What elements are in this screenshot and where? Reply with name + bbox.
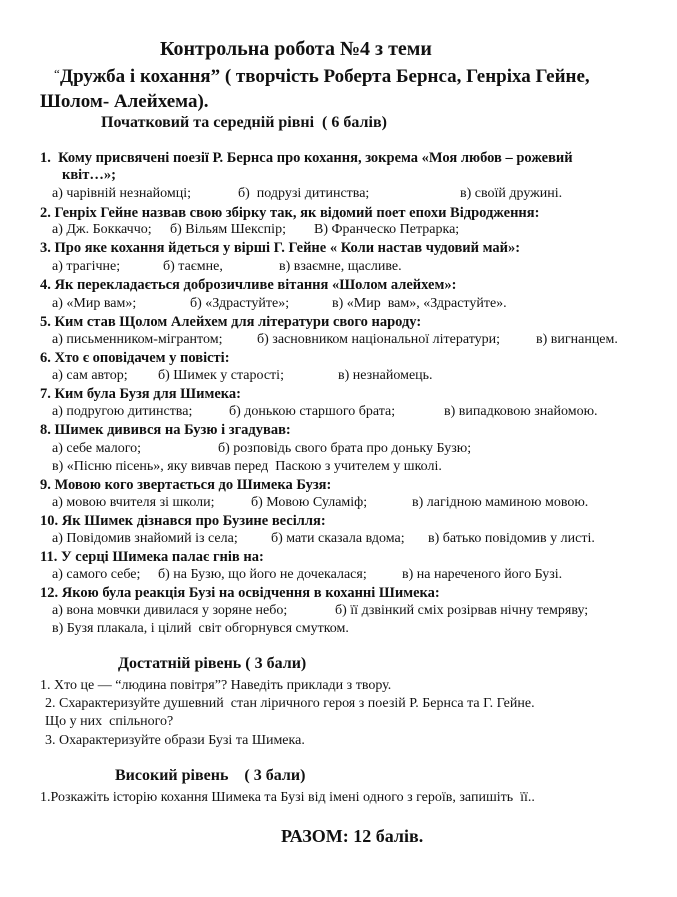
answer-7c: в) випадковою знайомою. <box>444 404 598 419</box>
answer-3c: в) взаємне, щасливе. <box>279 259 402 274</box>
answer-7b: б) донькою старшого брата; <box>229 404 396 419</box>
level3-heading: Високий рівень ( 3 бали) <box>115 767 306 784</box>
question-1: 1. Кому присвячені поезії Р. Бернса про кохання, зокрема «Моя любов – рожевий <box>40 150 573 166</box>
answer-6c: в) незнайомець. <box>338 368 433 383</box>
question-7: 7. Ким була Бузя для Шимека: <box>40 386 241 402</box>
answer-5a: а) письменником-мігрантом; <box>52 332 223 347</box>
answer-4a: а) «Мир вам»; <box>52 296 137 311</box>
answer-10a: а) Повідомив знайомий із села; <box>52 531 238 546</box>
total-score: РАЗОМ: 12 балів. <box>281 826 424 846</box>
answer-3b: б) таємне, <box>163 259 223 274</box>
question-1-cont: квіт…»; <box>62 167 116 183</box>
answer-3a: а) трагічне; <box>52 259 121 274</box>
title-open-quote: “ <box>54 66 60 81</box>
answer-1c: в) своїй дружині. <box>460 186 563 201</box>
title-line-1: Контрольна робота №4 з теми <box>160 38 432 60</box>
answer-4b: б) «Здрастуйте»; <box>190 296 290 311</box>
answer-9c: в) лагідною маминою мовою. <box>412 495 589 510</box>
answer-10c: в) батько повідомив у листі. <box>428 531 595 546</box>
question-10: 10. Як Шимек дізнався про Бузине весілля: <box>40 513 326 529</box>
answer-12c: в) Бузя плакала, і цілий світ обгорнувся смутком. <box>52 621 349 636</box>
answer-12b: б) її дзвінкий сміх розірвав нічну темряву; <box>335 603 589 618</box>
question-8: 8. Шимек дивився на Бузю і згадував: <box>40 422 291 438</box>
answer-11a: а) самого себе; <box>52 567 141 582</box>
answer-1b: б) подрузі дитинства; <box>238 186 370 201</box>
answer-11b: б) на Бузю, що його не дочекалася; <box>158 567 367 582</box>
question-3: 3. Про яке кохання йдеться у вірші Г. Гейне « Коли настав чудовий май»: <box>40 240 521 256</box>
answer-11c: в) на нареченого його Бузі. <box>402 567 563 582</box>
answer-2c: В) Франческо Петрарка; <box>314 222 460 237</box>
title-line-2: Дружба і кохання” ( творчість Роберта Бернса, Генріха Гейне, <box>60 66 590 87</box>
answer-2a: а) Дж. Боккаччо; <box>52 222 152 237</box>
level2-item-3: 3. Охарактеризуйте образи Бузі та Шимека. <box>45 733 305 748</box>
level2-item-1: 1. Хто це — “людина повітря”? Наведіть приклади з твору. <box>40 678 392 693</box>
answer-10b: б) мати сказала вдома; <box>271 531 405 546</box>
answer-5b: б) засновником національної літератури; <box>257 332 501 347</box>
level1-heading: Початковий та середній рівні ( 6 балів) <box>101 114 387 131</box>
answer-8c: в) «Пісню пісень», яку вивчав перед Паскою з учителем у школі. <box>52 459 442 474</box>
answer-9b: б) Мовою Суламіф; <box>251 495 368 510</box>
question-5: 5. Ким став Щолом Алейхем для літератури свого народу: <box>40 314 422 330</box>
question-4: 4. Як перекладається доброзичливе вітання «Шолом алейхем»: <box>40 277 457 293</box>
question-12: 12. Якою була реакція Бузі на освідчення в коханні Шимека: <box>40 585 440 601</box>
answer-6b: б) Шимек у старості; <box>158 368 284 383</box>
level3-item-1: 1.Розкажіть історію кохання Шимека та Бузі від імені одного з героїв, запишіть її.. <box>40 790 535 805</box>
answer-1a: а) чарівній незнайомці; <box>52 186 191 201</box>
level2-item-2-cont: Що у них спільного? <box>45 714 174 729</box>
question-11: 11. У серці Шимека палає гнів на: <box>40 549 264 565</box>
title-line-3: Шолом- Алейхема). <box>40 91 209 112</box>
answer-6a: а) сам автор; <box>52 368 128 383</box>
level2-heading: Достатній рівень ( 3 бали) <box>118 655 307 672</box>
answer-5c: в) вигнанцем. <box>536 332 618 347</box>
answer-2b: б) Вільям Шекспір; <box>170 222 286 237</box>
question-9: 9. Мовою кого звертається до Шимека Бузя: <box>40 477 332 493</box>
answer-7a: а) подругою дитинства; <box>52 404 193 419</box>
question-2: 2. Генріх Гейне назвав свою збірку так, як відомий поет епохи Відродження: <box>40 205 540 221</box>
answer-8a: а) себе малого; <box>52 441 141 456</box>
answer-8b: б) розповідь свого брата про доньку Бузю; <box>218 441 472 456</box>
question-6: 6. Хто є оповідачем у повісті: <box>40 350 230 366</box>
answer-12a: а) вона мовчки дивилася у зоряне небо; <box>52 603 288 618</box>
answer-9a: а) мовою вчителя зі школи; <box>52 495 215 510</box>
level2-item-2: 2. Схарактеризуйте душевний стан ліричного героя з поезій Р. Бернса та Г. Гейне. <box>45 696 535 711</box>
answer-4c: в) «Мир вам», «Здрастуйте». <box>332 296 507 311</box>
